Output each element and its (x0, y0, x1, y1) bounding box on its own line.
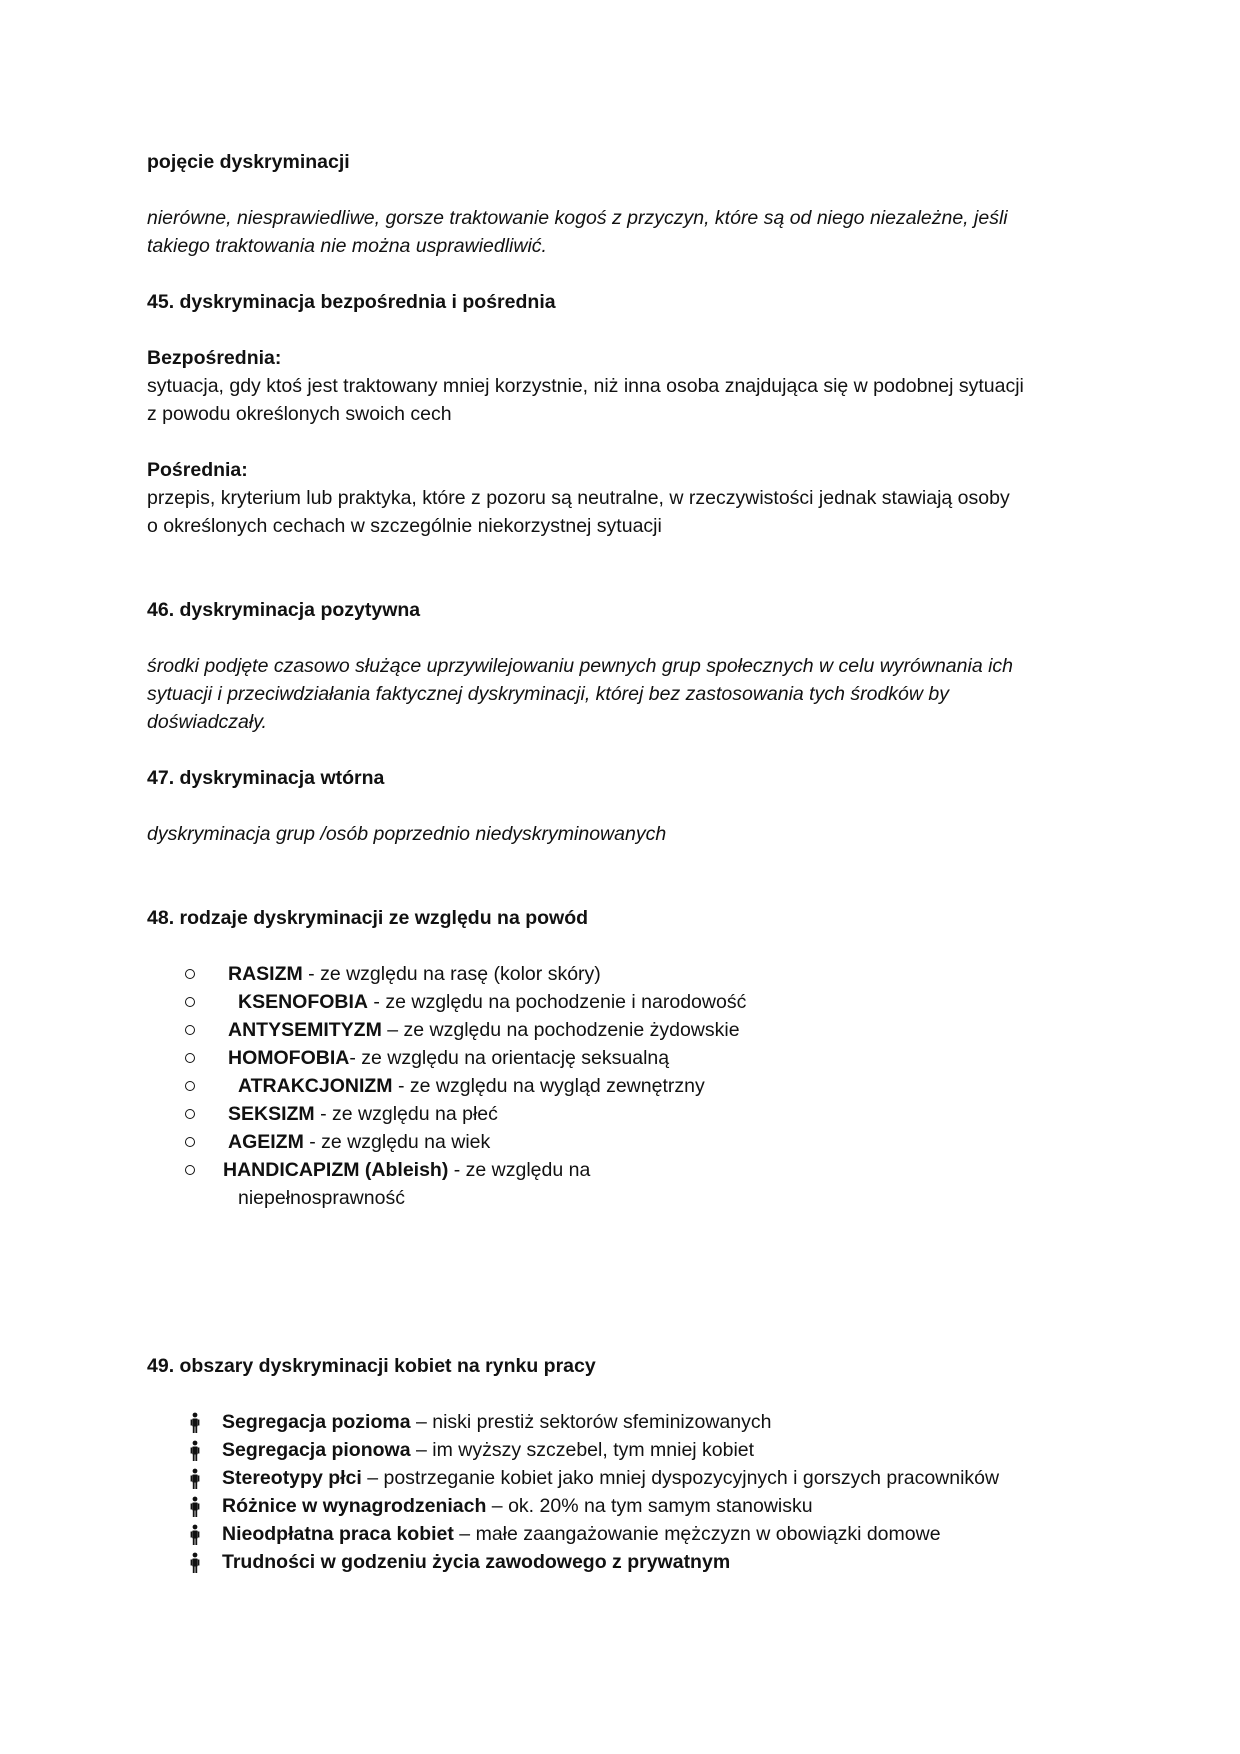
definition-line: dyskryminacja grup /osób poprzednio niedyskryminowanych (147, 823, 667, 845)
term: Segregacja pionowa (222, 1439, 411, 1461)
term-desc: – ok. 20% na tym samym stanowisku (486, 1495, 813, 1517)
term-desc: – postrzeganie kobiet jako mniej dyspozycyjnych i gorszych pracowników (361, 1467, 1000, 1489)
term-desc: – ze względu na pochodzenie żydowskie (381, 1019, 740, 1041)
term: Segregacja pozioma (222, 1411, 411, 1433)
circle-bullet-icon (185, 1137, 195, 1147)
definition-line: takiego traktowania nie można usprawiedliwić. (147, 235, 547, 257)
circle-bullet-icon (185, 1109, 195, 1119)
paragraph-line: z powodu określonych swoich cech (147, 403, 452, 425)
section-title: pojęcie dyskryminacji (147, 151, 350, 173)
term-desc: - ze względu na płeć (314, 1103, 498, 1125)
definition-line: środki podjęte czasowo służące uprzywilejowaniu pewnych grup społecznych w celu wyrównania ich (147, 655, 1014, 677)
term: RASIZM (228, 963, 303, 985)
term-desc: – małe zaangażowanie mężczyzn w obowiązki domowe (453, 1523, 941, 1545)
term-desc: - ze względu na wygląd zewnętrzny (392, 1075, 705, 1097)
term: AGEIZM (228, 1131, 304, 1153)
section-title: 45. dyskryminacja bezpośrednia i pośrednia (147, 291, 556, 313)
term-desc: - ze względu na (448, 1159, 591, 1181)
person-bullet-icon (190, 1468, 200, 1490)
list-item-continuation: niepełnosprawność (238, 1187, 405, 1209)
person-bullet-icon (190, 1412, 200, 1434)
term-desc: - ze względu na rasę (kolor skóry) (302, 963, 601, 985)
definition-line: doświadczały. (147, 711, 267, 733)
section-title: 46. dyskryminacja pozytywna (147, 599, 421, 621)
subsection-label: Pośrednia: (147, 459, 248, 481)
definition-line: nierówne, niesprawiedliwe, gorsze traktowanie kogoś z przyczyn, które są od niego niezależne, jeśli (147, 207, 1008, 229)
term: ATRAKCJONIZM (238, 1075, 393, 1097)
section-title: 49. obszary dyskryminacji kobiet na rynku pracy (147, 1355, 596, 1377)
definition-line: sytuacji i przeciwdziałania faktycznej dyskryminacji, której bez zastosowania tych środków by (147, 683, 949, 705)
subsection-label: Bezpośrednia: (147, 347, 282, 369)
person-bullet-icon (190, 1496, 200, 1518)
paragraph-line: sytuacja, gdy ktoś jest traktowany mniej korzystnie, niż inna osoba znajdująca się w podobnej sytuacji (147, 375, 1024, 397)
circle-bullet-icon (185, 1081, 195, 1091)
circle-bullet-icon (185, 1025, 195, 1035)
term-desc: - ze względu na orientację seksualną (349, 1047, 670, 1069)
circle-bullet-icon (185, 969, 195, 979)
term: Stereotypy płci (222, 1467, 362, 1489)
term-desc: – im wyższy szczebel, tym mniej kobiet (410, 1439, 755, 1461)
paragraph-line: przepis, kryterium lub praktyka, które z pozoru są neutralne, w rzeczywistości jednak stawiają osoby (147, 487, 1010, 509)
term: SEKSIZM (228, 1103, 315, 1125)
circle-bullet-icon (185, 1165, 195, 1175)
term: Nieodpłatna praca kobiet (222, 1523, 454, 1545)
section-title: 47. dyskryminacja wtórna (147, 767, 385, 789)
term: ANTYSEMITYZM (228, 1019, 382, 1041)
person-bullet-icon (190, 1440, 200, 1462)
section-title: 48. rodzaje dyskryminacji ze względu na powód (147, 907, 589, 929)
term: Trudności w godzeniu życia zawodowego z prywatnym (222, 1551, 731, 1573)
term: HOMOFOBIA (228, 1047, 350, 1069)
term: HANDICAPIZM (Ableish) (223, 1159, 449, 1181)
term-desc: - ze względu na wiek (303, 1131, 491, 1153)
person-bullet-icon (190, 1552, 200, 1574)
circle-bullet-icon (185, 997, 195, 1007)
term-desc: – niski prestiż sektorów sfeminizowanych (410, 1411, 772, 1433)
person-bullet-icon (190, 1524, 200, 1546)
term-desc: - ze względu na pochodzenie i narodowość (368, 991, 747, 1013)
term: KSENOFOBIA (238, 991, 369, 1013)
term: Różnice w wynagrodzeniach (222, 1495, 487, 1517)
paragraph-line: o określonych cechach w szczególnie niekorzystnej sytuacji (147, 515, 662, 537)
circle-bullet-icon (185, 1053, 195, 1063)
